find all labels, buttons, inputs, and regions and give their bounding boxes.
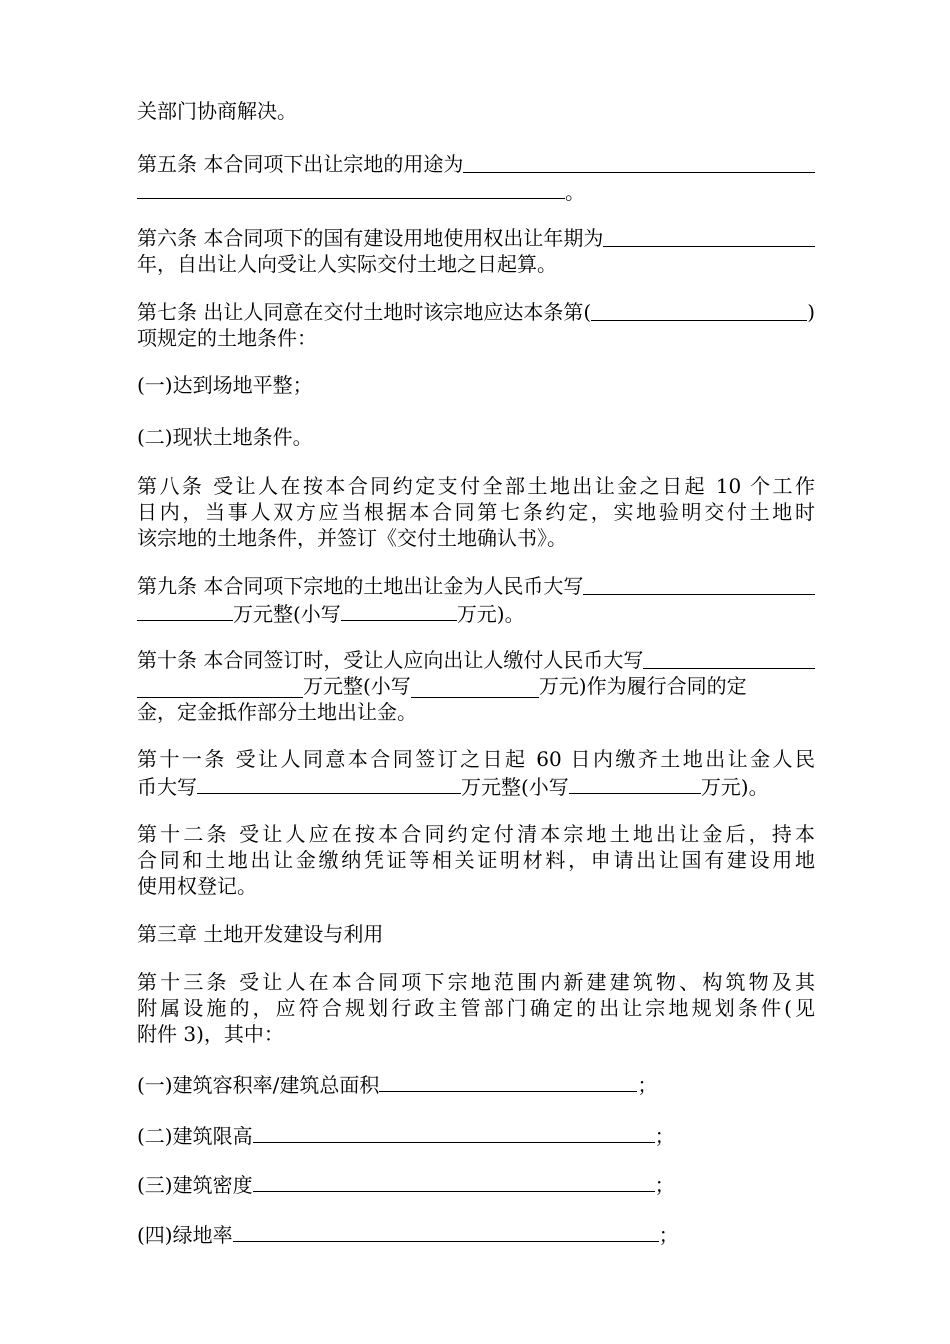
text: 万元整(小写 [303,674,411,698]
deposit-words-blank[interactable] [643,650,815,669]
price-words-blank[interactable] [583,576,815,595]
text: (四)绿地率 [137,1223,233,1247]
article-6-line-1 [137,226,815,250]
article-7-line-1 [137,300,815,324]
article-5-line-1 [137,152,815,176]
article-7-line-2: 项规定的土地条件： [137,326,317,350]
green-ratio-blank[interactable] [233,1221,659,1242]
price-words-blank-2[interactable] [137,600,233,621]
article-5-text: 第五条 本合同项下出让宗地的用途为 [137,152,464,176]
building-density-blank[interactable] [253,1171,655,1192]
article-6-text: 第六条 本合同项下的国有建设用地使用权出让年期为 [137,226,604,250]
condition-2: (二)现状土地条件。 [137,425,313,449]
height-limit-blank[interactable] [253,1122,655,1143]
article-10-line-2 [137,674,815,698]
deposit-words-blank-2[interactable] [137,677,303,698]
text: (三)建筑密度 [137,1173,253,1197]
text: 万元)。 [456,602,525,626]
planning-item-1 [137,1071,657,1095]
article-8-line-3: 该宗地的土地条件，并签订《交付土地确认书》。 [137,526,567,550]
term-years-blank[interactable] [603,228,815,247]
land-use-blank[interactable] [463,154,815,173]
article-9-line-2 [137,600,525,624]
text: 币大写 [137,775,197,799]
condition-1: (一)达到场地平整； [137,373,313,397]
article-6-line-2: 年，自出让人向受让人实际交付土地之日起算。 [137,252,557,276]
article-10-line-3: 金，定金抵作部分土地出让金。 [137,700,417,724]
text: 万元整(小写 [233,602,341,626]
semicolon: ； [637,1073,658,1097]
price-figures-blank[interactable] [341,600,457,621]
article-7-text: 第七条 出让人同意在交付土地时该宗地应达本条第( [137,300,592,324]
article-11-line-1: 第十一条 受让人同意本合同签订之日起 60 日内缴齐土地出让金人民 [137,747,815,771]
text-line: 关部门协商解决。 [137,99,297,123]
chapter-3-heading: 第三章 土地开发建设与利用 [137,922,384,946]
article-10-text: 第十条 本合同签订时，受让人应向出让人缴付人民币大写 [137,648,644,672]
semicolon: ； [658,1223,679,1247]
article-12-line-1: 第十二条 受让人应在按本合同约定付清本宗地土地出让金后，持本 [137,822,815,846]
semicolon: ； [654,1124,675,1148]
article-5-line-2 [137,178,585,202]
planning-item-2 [137,1122,675,1146]
article-8-line-2: 日内，当事人双方应当根据本合同第七条约定，实地验明交付土地时 [137,500,815,524]
semicolon: ； [654,1173,675,1197]
article-12-line-3: 使用权登记。 [137,874,257,898]
text: 万元)作为履行合同的定 [538,674,747,698]
article-13-line-2: 附属设施的，应符合规划行政主管部门确定的出让宗地规划条件(见 [137,996,815,1020]
condition-item-blank[interactable] [591,302,807,321]
text: 万元)。 [700,775,769,799]
article-10-line-1 [137,648,815,672]
land-use-blank-2[interactable] [137,178,565,199]
article-8-line-1: 第八条 受让人在按本合同约定支付全部土地出让金之日起 10 个工作 [137,474,815,498]
text: 万元整(小写 [461,775,569,799]
planning-item-4 [137,1221,679,1245]
plot-ratio-blank[interactable] [379,1071,637,1092]
planning-item-3 [137,1171,675,1195]
deposit-figures-blank[interactable] [411,677,539,698]
article-13-line-3: 附件 3)，其中： [137,1022,284,1046]
article-12-line-2: 合同和土地出让金缴纳凭证等相关证明材料，申请出让国有建设用地 [137,848,815,872]
article-13-line-1: 第十三条 受让人在本合同项下宗地范围内新建建筑物、构筑物及其 [137,970,815,994]
payment-figures-blank[interactable] [569,773,701,794]
text: (二)建筑限高 [137,1124,253,1148]
payment-words-blank[interactable] [197,773,461,794]
period: 。 [565,180,585,204]
article-9-text: 第九条 本合同项下宗地的土地出让金为人民币大写 [137,574,584,598]
close-paren: ) [807,300,815,324]
article-11-line-2 [137,773,769,797]
text: (一)建筑容积率/建筑总面积 [137,1073,380,1097]
article-9-line-1 [137,574,815,598]
